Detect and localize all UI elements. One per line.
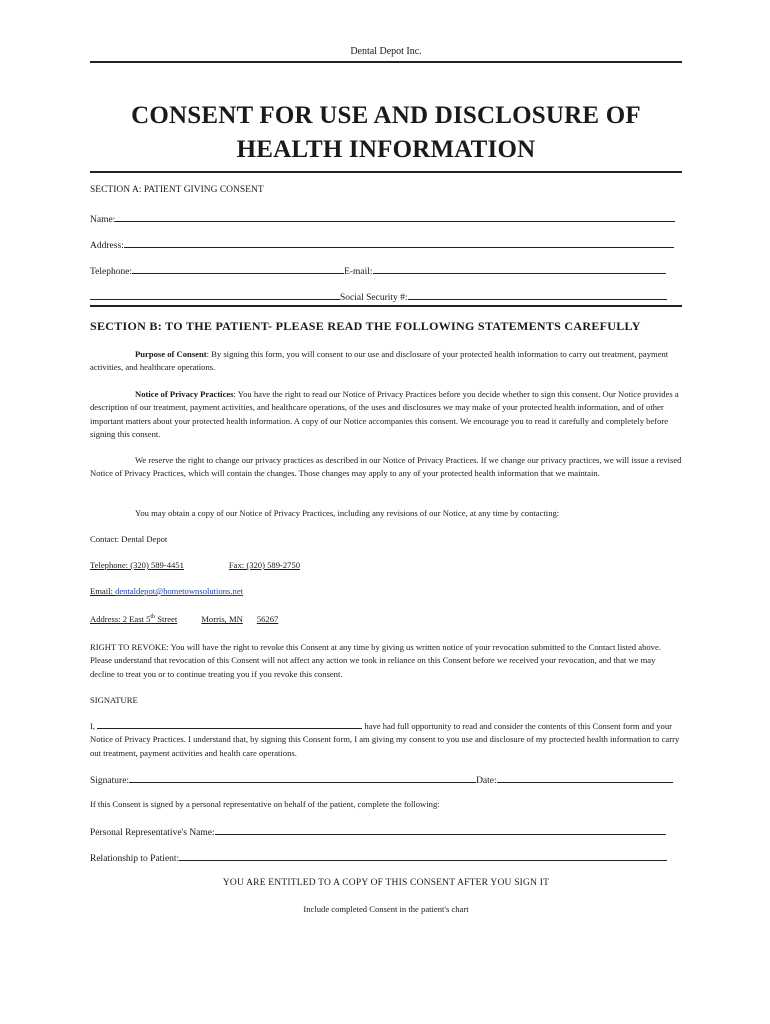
obtain-paragraph <box>90 507 682 520</box>
title-line-2: HEALTH INFORMATION <box>236 136 536 163</box>
rep-name-field[interactable] <box>215 825 666 835</box>
notice-text: : You have the right to read our Notice of Privacy Practices before you decide whether to sign this consent. Our Notice provides a description of our treatment, payment activities, and healthcare operations, of the uses and disclosures we may make of your protected health information, and of other important matters about your protected health information. A copy of our Notice accompanies this consent. We encourage you to read it carefully and completely before signing this consent. <box>90 389 679 439</box>
signature-row <box>90 773 682 786</box>
name-label: Name: <box>90 215 116 225</box>
purpose-text: : By signing this form, you will consent to our use and disclosure of your protected health information to carry out treatment, payment activities, and healthcare operations. <box>90 349 669 373</box>
telephone-field[interactable] <box>132 264 344 274</box>
section-b-divider <box>90 305 682 307</box>
section-b-heading: SECTION B: TO THE PATIENT- PLEASE READ THE FOLLOWING STATEMENTS CAREFULLY <box>90 319 641 333</box>
email-prefix: Email: <box>90 586 116 596</box>
ssn-label: Social Security #: <box>340 293 408 303</box>
i-label: I, <box>90 721 96 731</box>
address-city: Morris, MN <box>201 613 243 624</box>
date-field[interactable] <box>497 773 673 783</box>
address-street: Street <box>155 613 178 624</box>
reserve-text: We reserve the right to change our privacy practices as described in our Notice of Privacy Practices. If we change our privacy practices, we will issue a revised Notice of Privacy Practices, which will contain the changes. Those changes may apply to any of your protected health information that we maintain. <box>90 455 682 479</box>
relationship-row <box>90 851 682 864</box>
reserve-paragraph <box>90 454 682 481</box>
name-row <box>90 212 682 225</box>
relationship-field[interactable] <box>179 851 667 861</box>
notice-label: Notice of Privacy Practices <box>135 389 234 399</box>
phone-fax-line <box>90 559 682 572</box>
page-title <box>90 99 682 167</box>
purpose-paragraph <box>90 348 682 375</box>
address-prefix: Address: 2 East 5 <box>90 613 151 624</box>
email-label: E-mail: <box>344 267 373 277</box>
address-row <box>90 238 682 251</box>
include-note: Include completed Consent in the patient's chart <box>303 904 469 914</box>
title-divider <box>90 171 682 173</box>
relationship-label: Relationship to Patient: <box>90 854 180 864</box>
contact-line: Contact: Dental Depot <box>90 534 168 544</box>
address-field[interactable] <box>124 238 674 248</box>
ack-text-1: have had full opportunity to read and consider the contents of this Consent <box>364 721 621 731</box>
contact-fax: Fax: (320) 589-2750 <box>228 560 301 570</box>
contact-email-link[interactable]: dentaldepot@hometownsolutions.net <box>115 586 244 596</box>
date-label: Date: <box>476 776 497 786</box>
revoke-paragraph: RIGHT TO REVOKE: You will have the right to revoke this Consent at any time by giving us written notice of your revocation submitted to the Contact listed above. Please understand that revocation of this Consent will not affect any action we took in reliance on this Consent before we received your revocation, and that we may decline to treat you or to continue treating you if you revoke this consent. <box>90 642 661 679</box>
signature-field[interactable] <box>129 773 476 783</box>
entitled-notice: YOU ARE ENTITLED TO A COPY OF THIS CONSENT AFTER YOU SIGN IT <box>222 878 550 888</box>
title-line-1: CONSENT FOR USE AND DISCLOSURE OF <box>131 102 641 129</box>
blank-field[interactable] <box>90 290 340 300</box>
rep-name-label: Personal Representative's Name: <box>90 828 215 838</box>
acknowledgement-paragraph <box>90 720 682 760</box>
patient-name-field[interactable] <box>97 720 362 729</box>
contact-telephone: Telephone: (320) 589-4451 <box>90 560 184 570</box>
section-a-heading: SECTION A: PATIENT GIVING CONSENT <box>90 185 264 195</box>
address-suffix: th <box>150 614 156 620</box>
signature-heading: SIGNATURE <box>90 695 138 705</box>
rep-name-row <box>90 825 682 838</box>
email-field[interactable] <box>373 264 666 274</box>
rep-intro: If this Consent is signed by a personal representative on behalf of the patient, complete the following: <box>90 799 440 809</box>
ack-text-2: form and your Notice of Privacy Practices. I understand that, by signing this Consent form, I am giving my consent to you use and disclosure of my proctected health information to carry out treatment, payment activities and health care operations. <box>90 721 680 758</box>
name-field[interactable] <box>115 212 675 222</box>
address-zip: 56267 <box>256 613 279 624</box>
document-header: Dental Depot Inc. <box>350 46 422 57</box>
obtain-text: You may obtain a copy of our Notice of Privacy Practices, including any revisions of our Notice, at any time by contacting: <box>135 508 560 518</box>
address-label: Address: <box>90 241 124 251</box>
contact-row <box>90 264 682 277</box>
header-divider <box>90 61 682 63</box>
signature-label: Signature: <box>90 776 130 786</box>
ssn-field[interactable] <box>408 290 667 300</box>
ssn-row <box>90 290 682 303</box>
address-line <box>90 611 682 626</box>
telephone-label: Telephone: <box>90 267 133 277</box>
notice-paragraph <box>90 388 682 441</box>
purpose-label: Purpose of Consent <box>135 349 207 359</box>
email-line <box>90 585 682 598</box>
